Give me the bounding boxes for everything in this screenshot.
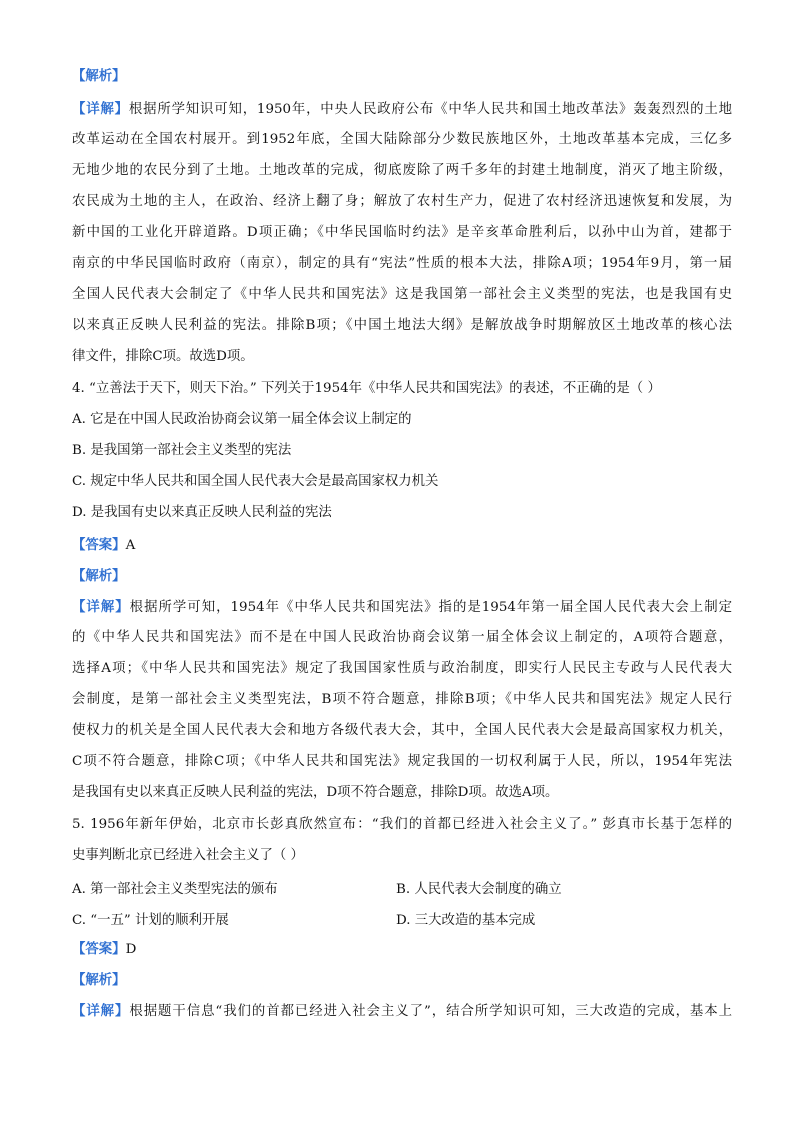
question-5-stem: 史事判断北京已经进入社会主义了（ ） bbox=[72, 848, 304, 863]
question-4-option-c: C. 规定中华人民共和国全国人民代表大会是最高国家权力机关 bbox=[72, 474, 439, 489]
detail-line: 使权力的机关是全国人民代表大会和地方各级代表大会，其中，全国人民代表大会是最高国家权力机关， bbox=[72, 723, 732, 738]
question-5-answer: 【答案】D bbox=[72, 941, 137, 957]
detail-line: 【详解】根据所学可知，1954年《中华人民共和国宪法》指的是1954年第一届全国人民代表大会上制定 bbox=[72, 599, 732, 615]
detail-line: 南京的中华民国临时政府（南京），制定的具有“宪法”性质的根本大法，排除A项；1954年9月，第一届 bbox=[72, 256, 732, 271]
detail-line: 以来真正反映人民利益的宪法。排除B项；《中国土地法大纲》是解放战争时期解放区土地改革的核心法 bbox=[72, 318, 732, 333]
detail-label: 【详解】 bbox=[72, 101, 129, 117]
analysis-label: 【解析】 bbox=[72, 972, 126, 988]
question-5-stem: 5. 1956年新年伊始，北京市长彭真欣然宣布：“我们的首都已经进入社会主义了。” 彭真市长基于怎样的 bbox=[72, 817, 732, 832]
question-4-option-a: A. 它是在中国人民政治协商会议第一届全体会议上制定的 bbox=[72, 412, 412, 427]
analysis-label: 【解析】 bbox=[72, 568, 126, 584]
detail-line: 会制度，是第一部社会主义类型宪法，B项不符合题意，排除B项；《中华人民共和国宪法》规定人民行 bbox=[72, 692, 732, 707]
detail-line: 改革运动在全国农村展开。到1952年底，全国大陆除部分少数民族地区外，土地改革基本完成，三亿多 bbox=[72, 132, 732, 147]
detail-line: 新中国的工业化开辟道路。D项正确；《中华民国临时约法》是辛亥革命胜利后，以孙中山为首，建都于 bbox=[72, 225, 732, 240]
question-4-option-b: B. 是我国第一部社会主义类型的宪法 bbox=[72, 443, 292, 458]
detail-line: C项不符合题意，排除C项；《中华人民共和国宪法》规定我国的一切权利属于人民，所以，1954年宪法 bbox=[72, 754, 732, 769]
detail-line: 的《中华人民共和国宪法》而不是在中国人民政治协商会议第一届全体会议上制定的，A项符合题意， bbox=[72, 630, 732, 645]
detail-label: 【详解】 bbox=[72, 1003, 130, 1019]
analysis-label: 【解析】 bbox=[72, 68, 126, 84]
detail-line: 是我国有史以来真正反映人民利益的宪法，D项不符合题意，排除D项。故选A项。 bbox=[72, 785, 559, 800]
detail-line: 全国人民代表大会制定了《中华人民共和国宪法》这是我国第一部社会主义类型的宪法，也是我国有史 bbox=[72, 287, 732, 302]
question-4-stem: 4. “立善法于天下，则天下治。” 下列关于1954年《中华人民共和国宪法》的表述，不正确的是（ ） bbox=[72, 381, 661, 396]
detail-line: 农民成为土地的主人，在政治、经济上翻了身；解放了农村生产力，促进了农村经济迅速恢复和发展，为 bbox=[72, 194, 732, 209]
detail-line: 律文件，排除C项。故选D项。 bbox=[72, 349, 254, 364]
question-4-answer: 【答案】A bbox=[72, 537, 136, 553]
detail-line: 选择A项；《中华人民共和国宪法》规定了我国国家性质与政治制度，即实行人民民主专政与人民代表大 bbox=[72, 661, 732, 676]
question-5-option-d: D. 三大改造的基本完成 bbox=[396, 913, 536, 928]
detail-line: 无地少地的农民分到了土地。土地改革的完成，彻底废除了两千多年的封建土地制度，消灭了地主阶级， bbox=[72, 163, 732, 178]
detail-label: 【详解】 bbox=[72, 599, 130, 615]
detail-line: 【详解】根据题干信息“我们的首都已经进入社会主义了”，结合所学知识可知，三大改造的完成，基本上 bbox=[72, 1003, 732, 1019]
question-5-option-c: C. “一五” 计划的顺利开展 bbox=[72, 913, 229, 928]
detail-line: 【详解】根据所学知识可知，1950年，中央人民政府公布《中华人民共和国土地改革法》轰轰烈烈的土地 bbox=[72, 101, 732, 117]
question-4-option-d: D. 是我国有史以来真正反映人民利益的宪法 bbox=[72, 505, 332, 520]
question-5-option-a: A. 第一部社会主义类型宪法的颁布 bbox=[72, 882, 278, 897]
question-5-option-b: B. 人民代表大会制度的确立 bbox=[396, 882, 562, 897]
